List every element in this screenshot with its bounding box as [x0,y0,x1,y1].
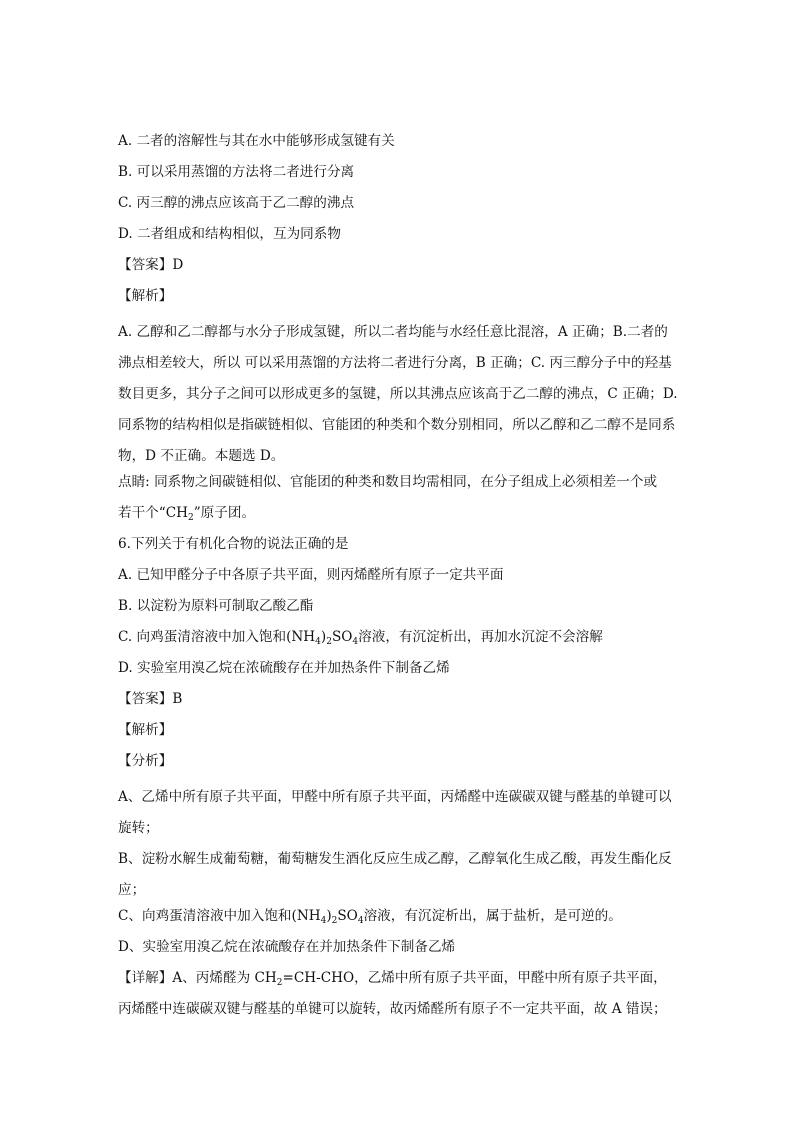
tip-line-1: 点睛: 同系物之间碳链相似、官能团的种类和数目均需相同，在分子组成上必须相差一个或 [118,474,658,490]
option-c: C. 丙三醇的沸点应该高于乙二醇的沸点 [118,195,355,211]
q6-option-b: B. 以淀粉为原料可制取乙酸乙酯 [118,598,314,614]
tip-line-2: 若干个“$CH_2$”原子团。 [118,505,256,523]
analysis-text: A. 乙醇和乙二醇都与水分子形成氢键，所以二者均能与水经任意比混溶，A 正确；B.二者的沸点相差较大，所以 可以采用蒸馏的方法将二者进行分离，B 正确；C. 丙三醇分子中的羟基数目更多，其分子之间可以形成更多的氢键，所以其沸点应该高于乙二醇的沸点，C 正确；D. 同系物的结构相似是指碳链相似、官能团的种类和个数分别相同，所以乙醇和乙二醇不是同系物，D 不正确。本题选 D。 [118,324,678,464]
q6-option-a: A. 已知甲醛分子中各原子共平面，则丙烯醛所有原子一定共平面 [118,567,504,583]
answer: 【答案】D [118,257,184,273]
q6-fenxi-heading: 【分析】 [118,753,173,769]
q6-analysis-heading: 【解析】 [118,722,173,738]
q6-fenxi-d: D、实验室用溴乙烷在浓硫酸存在并加热条件下制备乙烯 [118,939,456,955]
q6-fenxi-b: B、淀粉水解生成葡萄糖，葡萄糖发生酒化反应生成乙醇，乙醇氧化生成乙酸，再发生酯化反应； [118,851,672,898]
document-page [118,131,678,1030]
q6-fenxi-a: A、乙烯中所有原子共平面，甲醛中所有原子共平面，丙烯醛中连碳碳双键与醛基的单键可以旋转； [118,789,672,836]
q6-option-d: D. 实验室用溴乙烷在浓硫酸存在并加热条件下制备乙烯 [118,660,450,676]
q6-answer: 【答案】B [118,691,183,707]
q6-option-c: C. 向鸡蛋清溶液中加入饱和$(NH_4)_2SO_4$溶液，有沉淀析出，再加水沉淀不会溶解 [118,629,603,647]
analysis-heading: 【解析】 [118,288,173,304]
option-b: B. 可以采用蒸馏的方法将二者进行分离 [118,164,355,180]
q6-detail-line-2: 丙烯醛中连碳碳双键与醛基的单键可以旋转，故丙烯醛所有原子不一定共平面，故 A 错误； [118,1001,667,1017]
option-a: A. 二者的溶解性与其在水中能够形成氢键有关 [118,133,395,149]
question-6-stem: 6.下列关于有机化合物的说法正确的是 [118,536,349,552]
q6-detail-line-1: 【详解】A、丙烯醛为 $CH_2=CH$-CHO，乙烯中所有原子共平面，甲醛中所有原子共平面， [118,970,667,988]
option-d: D. 二者组成和结构相似，互为同系物 [118,226,341,242]
q6-fenxi-c: C、向鸡蛋清溶液中加入饱和$(NH_4)_2SO_4$溶液，有沉淀析出，属于盐析，是可逆的。 [118,908,622,926]
